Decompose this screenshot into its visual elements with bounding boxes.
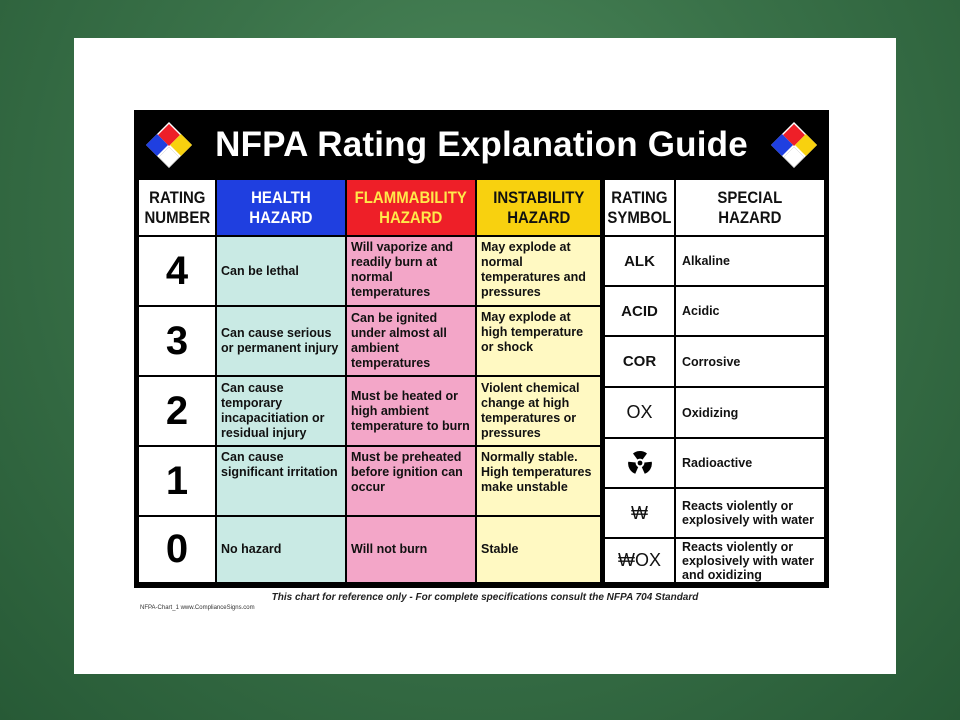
nfpa-diamond-icon <box>144 120 194 170</box>
flammability-description: Can be ignited under almost all ambient temperatures <box>347 305 475 375</box>
health-description: Can cause serious or permanent injury <box>217 305 345 375</box>
chart-title: NFPA Rating Explanation Guide <box>215 125 748 164</box>
instability-description: Violent chemical change at high temperatures or pressures <box>477 375 600 445</box>
header-special-hazard: SPECIAL HAZARD <box>676 180 824 235</box>
header-flammability: FLAMMABILITY HAZARD <box>347 180 475 235</box>
rating-number: 3 <box>139 305 215 375</box>
special-symbol <box>605 437 674 487</box>
instability-description: May explode at high temperature or shock <box>477 305 600 375</box>
header-health: HEALTH HAZARD <box>217 180 345 235</box>
title-bar <box>134 110 829 180</box>
instability-description: Stable <box>477 515 600 582</box>
health-description: No hazard <box>217 515 345 582</box>
radiation-icon <box>627 450 653 476</box>
special-meaning: Reacts violently or explosively with water and oxidizing <box>676 537 824 582</box>
flammability-description: Will vaporize and readily burn at normal temperatures <box>347 235 475 305</box>
part-number: NFPA-Chart_1 www.ComplianceSigns.com <box>140 605 255 611</box>
header-rating-number: RATING NUMBER <box>139 180 215 235</box>
instability-description: May explode at normal temperatures and pressures <box>477 235 600 305</box>
special-symbol: ACID <box>605 285 674 335</box>
rating-number: 1 <box>139 445 215 515</box>
special-symbol: COR <box>605 335 674 386</box>
special-meaning: Corrosive <box>676 335 824 386</box>
special-meaning: Alkaline <box>676 235 824 285</box>
rating-number: 4 <box>139 235 215 305</box>
flammability-description: Will not burn <box>347 515 475 582</box>
slide <box>74 38 896 674</box>
special-hazard-table <box>605 180 824 582</box>
health-description: Can be lethal <box>217 235 345 305</box>
special-symbol: ₩ <box>605 487 674 537</box>
nfpa-diamond-icon <box>769 120 819 170</box>
header-rating-symbol: RATING SYMBOL <box>605 180 674 235</box>
rating-table <box>139 180 600 582</box>
special-symbol: ₩OX <box>605 537 674 582</box>
special-meaning: Radioactive <box>676 437 824 487</box>
rating-number: 2 <box>139 375 215 445</box>
special-meaning: Acidic <box>676 285 824 335</box>
flammability-description: Must be heated or high ambient temperature to burn <box>347 375 475 445</box>
footnote: This chart for reference only - For complete specifications consult the NFPA 704 Standard <box>271 592 699 603</box>
special-meaning: Reacts violently or explosively with water <box>676 487 824 537</box>
header-instability: INSTABILITY HAZARD <box>477 180 600 235</box>
health-description: Can cause temporary incapacitiation or residual injury <box>217 375 345 445</box>
special-symbol: OX <box>605 386 674 437</box>
special-meaning: Oxidizing <box>676 386 824 437</box>
health-description: Can cause significant irritation <box>217 445 345 515</box>
nfpa-chart <box>134 110 829 588</box>
special-symbol: ALK <box>605 235 674 285</box>
flammability-description: Must be preheated before ignition can occur <box>347 445 475 515</box>
rating-number: 0 <box>139 515 215 582</box>
instability-description: Normally stable. High temperatures make unstable <box>477 445 600 515</box>
